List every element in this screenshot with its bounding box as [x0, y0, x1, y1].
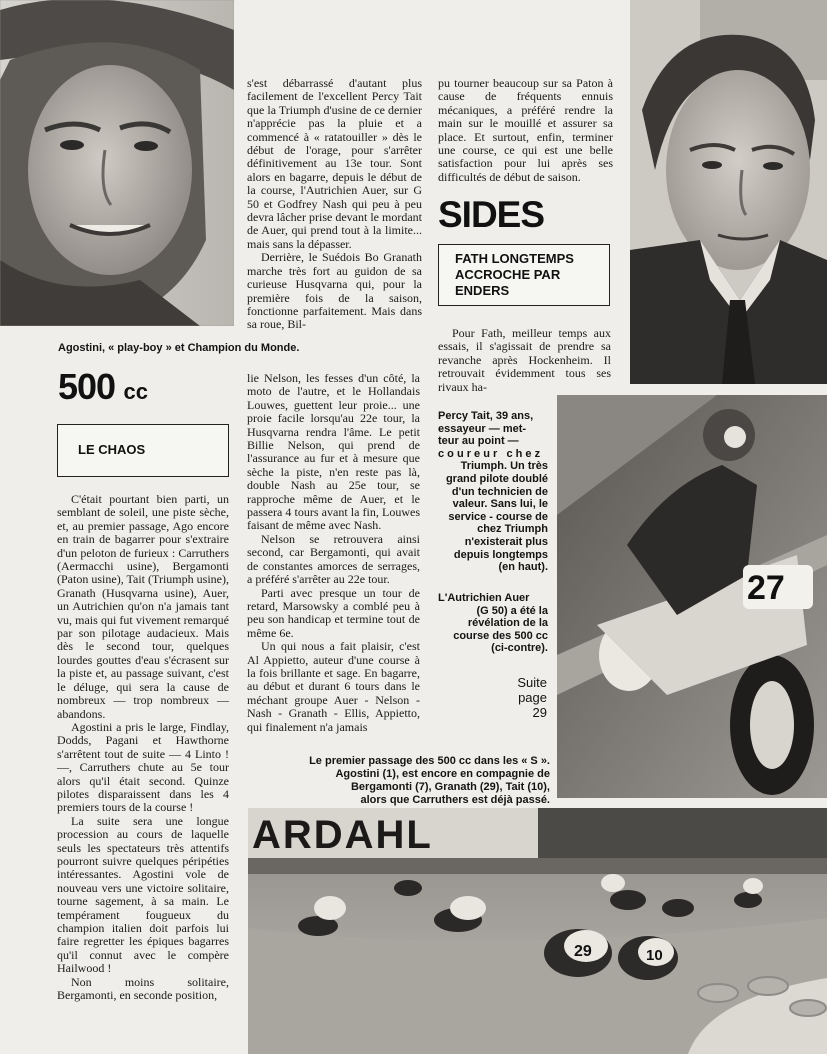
article-column-1 — [57, 493, 229, 1002]
caption-line: essayeur — met- — [438, 422, 527, 435]
caption-line: n'existerait plus — [464, 535, 548, 548]
paragraph: Derrière, le Suédois Bo Granath marche très fort au guidon de sa curieuse Husqvarna qui, pour la première fois de la saison, fonctionne parfaitement. Mais dans sa roue, Bil- — [247, 250, 422, 332]
caption-line: course des 500 cc — [453, 629, 548, 642]
agostini-caption: Agostini, « play-boy » et Champion du Monde. — [58, 342, 300, 354]
article-column-3-sides — [438, 327, 611, 394]
caption-line: Triumph. Un très — [460, 460, 548, 473]
suite-label: page — [518, 690, 547, 705]
paragraph: Parti avec presque un tour de retard, Marsowsky a comblé peu à peu son handicap et termine tout de même 6e. — [247, 585, 420, 640]
caption-line: teur au point — — [438, 435, 519, 448]
race-pack-photo — [248, 808, 827, 1054]
paragraph: Nelson se retrouvera ainsi second, car Bergamonti, qui avait de constantes amorces de serrages, a préféré s'arrêter au 22e tour. — [247, 531, 420, 587]
tait-portrait-photo — [630, 0, 827, 384]
auer-rider-photo — [557, 395, 827, 798]
paragraph: pu tourner beaucoup sur sa Paton à cause de fréquents ennuis mécaniques, a préféré rendre la main sur le mouillé et assurer sa place. Et surtout, enfin, terminer une course, ce qui est une belle satisfaction pour lui après ses difficultés de début de saison. — [438, 76, 613, 184]
sides-heading-line: ACCROCHE PAR — [455, 267, 561, 282]
box-heading-text: LE CHAOS — [78, 442, 146, 457]
suite-page-number: 29 — [532, 705, 547, 720]
sides-heading-line: FATH LONGTEMPS — [455, 251, 574, 266]
bike-number: 29 — [574, 943, 592, 960]
sides-heading-line: ENDERS — [455, 283, 510, 298]
caption-line: service - course de — [448, 510, 548, 523]
paragraph: Agostini a pris le large, Findlay, Dodds, Pagani et Hawthorne s'arrêtent tout de suite — 4 Linto ! —, Carruthers chute au 5e tour alors qu'il était second. Quinze pilotes disparaissent dans les 4 premiers tours de la course ! — [57, 719, 229, 815]
caption-line: (G 50) a été la — [476, 604, 548, 617]
paragraph: Non moins solitaire, Bergamonti, en seconde position, — [57, 974, 229, 1003]
caption-line: Agostini (1), est encore en compagnie de — [335, 768, 550, 780]
caption-line: (en haut). — [498, 561, 548, 574]
continued-on-page — [500, 675, 547, 720]
500cc-section-title — [58, 366, 148, 408]
article-column-2-bottom — [247, 372, 420, 734]
caption-line: révélation de la — [467, 617, 548, 630]
bike-number: 10 — [646, 947, 663, 964]
article-column-3-top — [438, 77, 613, 184]
paragraph: C'était pourtant bien parti, un semblant de soleil, une piste sèche, et, au premier passage, Ago encore en train de bagarrer pour s'extraire d'un peloton de furieux : Carruthers (Aermacchi usine), Bergamonti (Paton usine), Tait (Triumph usine), Granath (Husqvarna usine), Auer, un Autrichien qu'on n'a jamais tant vu, mais qui fut vivement remarqué par son pilotage audacieux. Mais dès le second tour, quelques lourdes gouttes d'eau s'écrasent sur la piste et, au passage suivant, c'est le déluge, qui sera la cause de nombreux — trop nombreux — abandons. — [57, 492, 229, 721]
paragraph: La suite sera une longue procession au cours de laquelle seuls les spectateurs très attentifs pourront suivre quelques péripéties intéressantes. Agostini vole de nouveau vers une victoire solitaire, tourne sagement, à sa main. Le tempérament fougueux du champion italien doit parfois lui faire regretter les épiques bagarres qu'il connut avec le compère Hailwood ! — [57, 813, 229, 976]
sides-section-title: SIDES — [438, 194, 545, 235]
caption-line: Le premier passage des 500 cc dans les « S ». — [309, 755, 550, 767]
sides-heading-box — [438, 244, 610, 306]
title-unit: cc — [123, 379, 149, 404]
bike-number: 27 — [747, 569, 785, 607]
le-chaos-heading-box — [57, 424, 229, 477]
race-photo-caption — [292, 755, 550, 807]
tait-caption — [438, 410, 548, 574]
caption-line: (ci-contre). — [491, 642, 548, 655]
paragraph: s'est débarrassé d'autant plus facilement de l'excellent Percy Tait que la Triumph d'usine de ce dernier n'apprécie pas la pluie et a commencé à « ratatouiller » dès le début de l'orage, pour s'arrêter définitivement au 13e tour. Sont alors en bagarre, depuis le début de la course, l'Autrichien Auer, sur G 50 et Godfrey Nash qui peu à peu devra lâcher prise devant le mordant de Auer, qui prend tout à la limite... mais sans la dépasser. — [247, 76, 422, 251]
caption-line: Bergamonti (7), Granath (29), Tait (10), — [350, 781, 550, 793]
advertising-banner: ARDAHL — [252, 813, 433, 857]
article-column-2-top — [247, 77, 422, 332]
paragraph: lie Nelson, les fesses d'un côté, la moto de l'autre, et le Hollandais Louwes, guettent leur proie... une proie facile lorsqu'au 22e tour, la Husqvarna rendra l'âme. Le petit Billie Nelson, qui prend de l'assurance au fur et à mesure que sèche la piste, n'en reste pas là, double Nash au 25e tour, se rapproche même de Auer, et le passera 4 tours avant la fin, Louwes faisant de même avec Nash. — [247, 371, 420, 533]
agostini-portrait-photo — [0, 0, 234, 326]
caption-line: c o u r e u r c h e z — [438, 447, 541, 460]
caption-line: chez Triumph — [477, 523, 548, 536]
caption-line: depuis longtemps — [453, 548, 548, 561]
caption-line: valeur. Sans lui, le — [452, 498, 548, 511]
caption-line: L'Autrichien Auer — [438, 592, 530, 604]
title-number: 500 — [58, 366, 116, 407]
caption-line: Percy Tait, 39 ans, — [438, 410, 534, 422]
paragraph: Pour Fath, meilleur temps aux essais, il s'agissait de prendre sa revanche après Hockenheim. Il retrouvait évidemment tous ses rivaux ha- — [438, 326, 611, 394]
caption-line: d'un technicien de — [451, 485, 548, 498]
caption-line: grand pilote doublé — [445, 472, 548, 485]
paragraph: Un qui nous a fait plaisir, c'est Al Appietto, auteur d'une course à la fois brillante et sage. En bagarre, au début et durant 6 tours dans le méchant groupe Auer - Nelson - Nash - Granath - Ellis, Appietto, qui finalement n'a jamais — [247, 639, 420, 734]
caption-line: alors que Carruthers est déjà passé. — [360, 794, 550, 806]
auer-caption — [438, 592, 548, 655]
suite-label: Suite — [517, 675, 547, 690]
